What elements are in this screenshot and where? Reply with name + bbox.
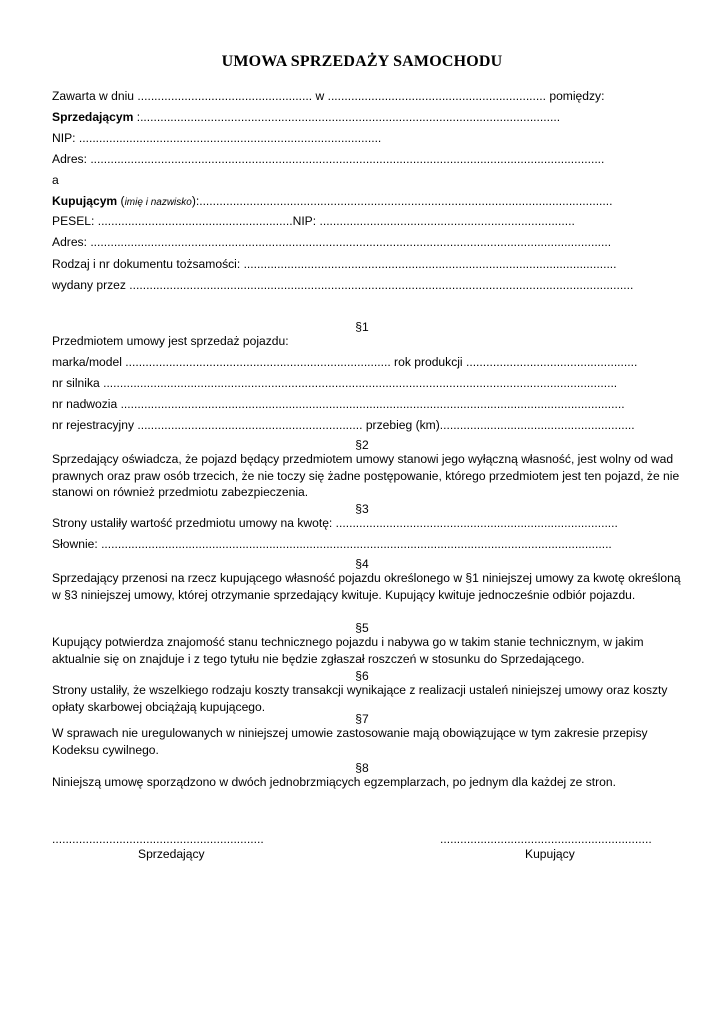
buyer-line: Kupującym (imię i nazwisko):...........................................................................................................................: [52, 194, 613, 208]
buyer-field[interactable]: ):...........................................................................................................................: [191, 194, 613, 208]
amount-field[interactable]: Strony ustaliły wartość przedmiotu umowy na kwotę: ....................................................................................: [52, 516, 618, 530]
section-1-mark: §1: [355, 320, 369, 334]
issued-by-field[interactable]: wydany przez ......................................................................................................................................................: [52, 278, 634, 292]
section-1-intro: Przedmiotem umowy jest sprzedaż pojazdu:: [52, 334, 289, 348]
section-6-text: Strony ustaliły, że wszelkiego rodzaju koszty transakcji wynikające z realizacji ustaleń niniejszej umowy oraz koszty opłaty skarbowej obciążają kupującego.: [52, 683, 668, 714]
section-6-mark: §6: [355, 669, 369, 683]
section-8-text: Niniejszą umowę sporządzono w dwóch jednobrzmiących egzemplarzach, po jednym dla każdej ze stron.: [52, 775, 616, 789]
engine-number-field[interactable]: nr silnika .........................................................................................................................................................: [52, 376, 618, 390]
place-label: w: [312, 89, 328, 103]
section-4-text: Sprzedający przenosi na rzecz kupującego własność pojazdu określonego w §1 niniejszej umowy za kwotę określoną w §3 niniejszej umowy, której otrzymanie sprzedający kwituje. Kupujący kwituje jednocześnie odbiór pojazdu.: [52, 571, 681, 602]
date-label: Zawarta w dniu: [52, 89, 138, 103]
date-place-line: [52, 89, 604, 103]
seller-address-field[interactable]: Adres: .........................................................................................................................................................: [52, 152, 605, 166]
seller-label: Sprzedającym: [52, 110, 134, 124]
section-7-text: W sprawach nie uregulowanych w niniejszej umowie zastosowanie mają obowiązujące w tym zakresie przepisy Kodeksu cywilnego.: [52, 726, 648, 757]
section-5-mark: §5: [355, 621, 369, 635]
make-model-field[interactable]: marka/model ............................................................................... rok produkcji ...................................................: [52, 355, 638, 369]
pesel-nip-field[interactable]: PESEL: ..........................................................NIP: ............................................................................: [52, 214, 575, 228]
and-text: a: [52, 173, 59, 187]
section-3-mark: §3: [355, 502, 369, 516]
between-label: pomiędzy:: [545, 89, 605, 103]
seller-nip-field[interactable]: NIP: ..........................................................................................: [52, 131, 382, 145]
buyer-label: Kupującym: [52, 194, 118, 208]
section-7-mark: §7: [355, 712, 369, 726]
seller-signature-field[interactable]: ...............................................................: [52, 832, 264, 846]
buyer-signature-label: Kupujący: [525, 847, 575, 861]
seller-line: [52, 110, 560, 124]
section-2-text: Sprzedający oświadcza, że pojazd będący przedmiotem umowy stanowi jego wyłączną własność, jest wolny od wad prawnych oraz praw osób trzecich, że nie toczy się żadne postępowanie, którego przedmiotem jest ten pojazd, że nie stanowi on również przedmiotu zabezpieczenia.: [52, 452, 680, 500]
buyer-hint: imię i nazwisko: [124, 197, 192, 208]
section-2-mark: §2: [355, 438, 369, 452]
section-8-mark: §8: [355, 761, 369, 775]
seller-signature-label: Sprzedający: [138, 847, 205, 861]
section-4-mark: §4: [355, 557, 369, 571]
section-5-text: Kupujący potwierdza znajomość stanu technicznego pojazdu i nabywa go w takim stanie technicznym, w jakim aktualnie się on znajduje i z tego tytułu nie będzie zgłaszał roszczeń w stosunku do Sprzedającego.: [52, 635, 644, 666]
buyer-signature-field[interactable]: ...............................................................: [440, 832, 652, 846]
seller-field[interactable]: :.............................................................................................................................: [133, 110, 561, 124]
buyer-address-field[interactable]: Adres: ...........................................................................................................................................................: [52, 235, 612, 249]
registration-mileage-field[interactable]: nr rejestracyjny ................................................................... przebieg (km)..........................................................: [52, 418, 635, 432]
amount-in-words-field[interactable]: Słownie: ........................................................................................................................................................: [52, 537, 612, 551]
date-field[interactable]: ....................................................: [137, 89, 313, 103]
body-number-field[interactable]: nr nadwozia ......................................................................................................................................................: [52, 397, 625, 411]
document-title: UMOWA SPRZEDAŻY SAMOCHODU: [221, 53, 503, 70]
id-document-field[interactable]: Rodzaj i nr dokumentu tożsamości: ...............................................................................................................: [52, 257, 617, 271]
place-field[interactable]: .................................................................: [327, 89, 546, 103]
